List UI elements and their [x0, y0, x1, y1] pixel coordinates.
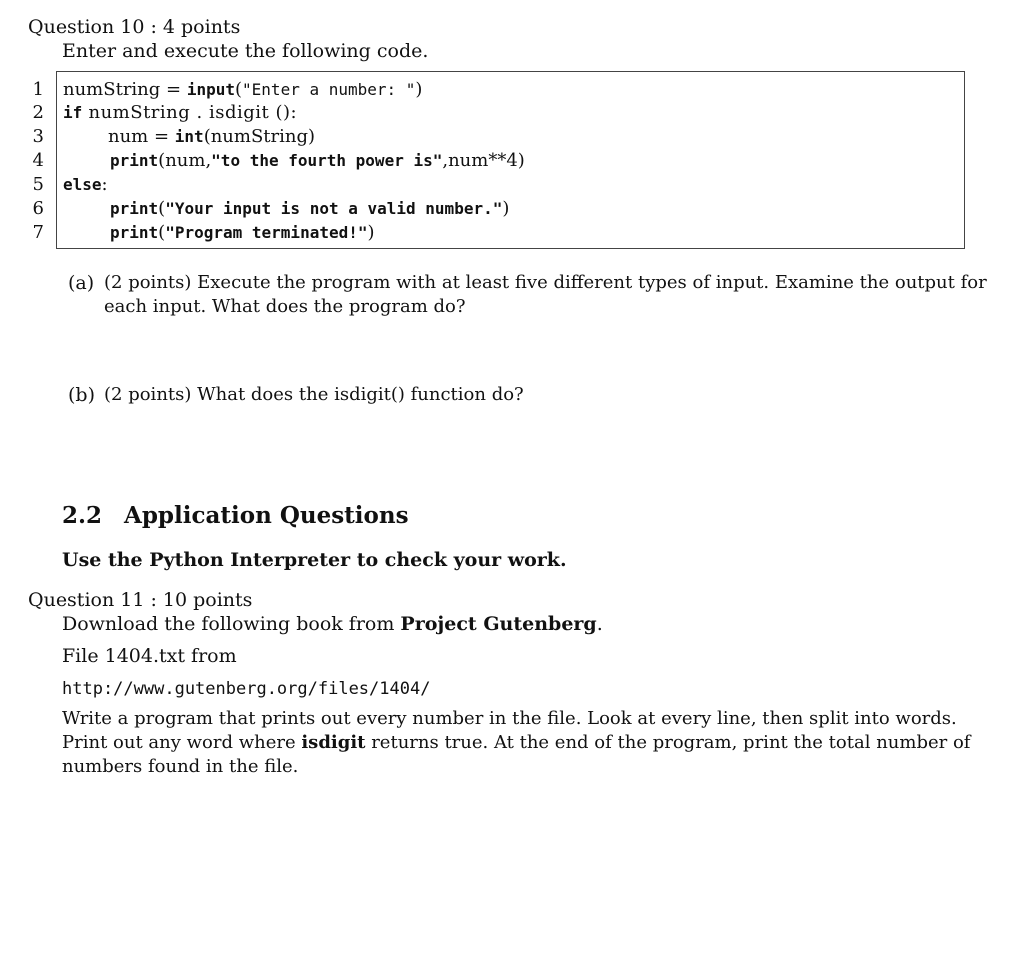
section-title: Application Questions: [124, 502, 409, 529]
gutenberg-url: http://www.gutenberg.org/files/1404/: [62, 679, 431, 699]
line-number: 5: [32, 174, 44, 195]
code-line-4: print(num,"to the fourth power is",num**4): [110, 150, 525, 171]
part-b-text: (2 points) What does the isdigit() function do?: [104, 384, 524, 405]
code-line-6: print("Your input is not a valid number."): [110, 198, 510, 219]
line-number: 3: [32, 126, 44, 147]
line-number: 4: [32, 150, 44, 171]
code-line-3: num = int(numString): [108, 126, 316, 147]
question-11-paragraph-line-2: Print out any word where isdigit returns true. At the end of the program, print the total number of: [62, 732, 971, 753]
line-number: 2: [32, 102, 44, 123]
part-a-label: (a): [68, 272, 95, 294]
code-line-1: numString = input("Enter a number: "): [63, 79, 423, 100]
question-10-header: Question 10 : 4 points: [28, 16, 241, 38]
code-line-7: print("Program terminated!"): [110, 222, 375, 243]
part-b-label: (b): [68, 384, 95, 406]
code-line-2: if numString . isdigit ():: [63, 102, 298, 123]
line-number: 6: [32, 198, 44, 219]
line-number: 1: [32, 79, 44, 100]
question-10-instruction: Enter and execute the following code.: [62, 40, 429, 62]
part-a-text-line-2: each input. What does the program do?: [104, 296, 466, 317]
section-subtitle: Use the Python Interpreter to check your work.: [62, 549, 567, 571]
question-11-header: Question 11 : 10 points: [28, 589, 253, 611]
question-11-line-1: Download the following book from Project Gutenberg.: [62, 613, 603, 635]
question-11-paragraph-line-1: Write a program that prints out every number in the file. Look at every line, then split into words.: [62, 708, 957, 729]
line-number: 7: [32, 222, 44, 243]
code-line-5: else:: [63, 174, 108, 195]
question-11-paragraph-line-3: numbers found in the file.: [62, 756, 299, 777]
question-11-file-line: File 1404.txt from: [62, 645, 237, 667]
section-number: 2.2: [62, 502, 103, 529]
part-a-text-line-1: (2 points) Execute the program with at least five different types of input. Examine the output for: [104, 272, 987, 293]
